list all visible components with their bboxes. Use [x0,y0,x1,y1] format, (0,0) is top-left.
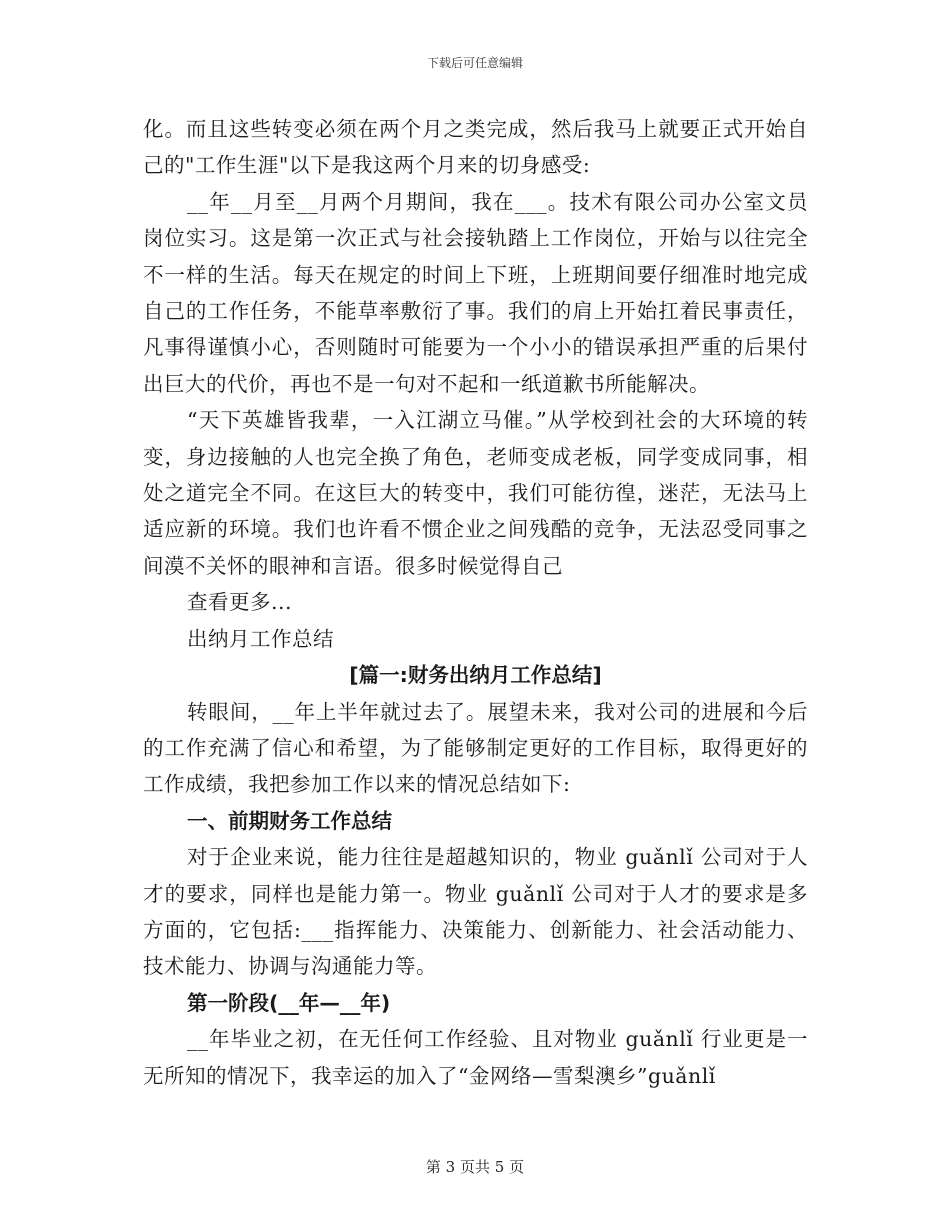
page-header: 下载后可任意编辑 [426,56,523,70]
paragraph-internship: __年__月至__月两个月期间，我在___。技术有限公司办公室文员岗位实习。这是第一次正式与社会接轨踏上工作岗位，开始与以往完全不一样的生活。每天在规定的时间上下班，上班期间要仔细准时地完成自己的工作任务，不能草率敷衍了事。我们的肩上开始扛着民事责任，凡事得谨慎小心，否则随时可能要为一个小小的错误承担严重的后果付出巨大的代价，再也不是一句对不起和一纸道歉书所能解决。 [143,189,808,396]
see-more-link[interactable]: 查看更多... [187,590,293,615]
heading-first-stage: 第一阶段(__年—__年) [187,990,391,1015]
section-title: [篇一:财务出纳月工作总结] [349,663,602,688]
paragraph-continuation: 化。而且这些转变必须在两个月之类完成，然后我马上就要正式开始自己的"工作生涯"以下是我这两个月来的切身感受: [143,117,808,178]
document-subtitle: 出纳月工作总结 [187,626,334,651]
page-footer: 第 3 页共 5 页 [425,1158,525,1176]
paragraph-transition: “天下英雄皆我辈，一入江湖立马催。”从学校到社会的大环境的转变，身边接触的人也完全换了角色，老师变成老板，同学变成同事，相处之道完全不同。在这巨大的转变中，我们可能彷徨，迷茫，无法马上适应新的环境。我们也许看不惯企业之间残酷的竞争，无法忍受同事之间漠不关怀的眼神和言语。很多时候觉得自己 [143,408,808,578]
document-body [143,111,808,1094]
paragraph-abilities: 对于企业来说，能力往往是超越知识的，物业 guǎnlǐ 公司对于人才的要求，同样也是能力第一。物业 guǎnlǐ 公司对于人才的要求是多方面的，它包括:___指挥能力、决策能力、创新能力、社会活动能力、技术能力、协调与沟通能力等。 [143,845,808,979]
paragraph-first-stage: __年毕业之初，在无任何工作经验、且对物业 guǎnlǐ 行业更是一无所知的情况下，我幸运的加入了“金网络—雪梨澳乡”guǎnlǐ [143,1027,808,1088]
paragraph-intro: 转眼间，__年上半年就过去了。展望未来，我对公司的进展和今后的工作充满了信心和希望，为了能够制定更好的工作目标，取得更好的工作成绩，我把参加工作以来的情况总结如下: [143,699,808,797]
heading-early-work: 一、前期财务工作总结 [187,808,392,833]
